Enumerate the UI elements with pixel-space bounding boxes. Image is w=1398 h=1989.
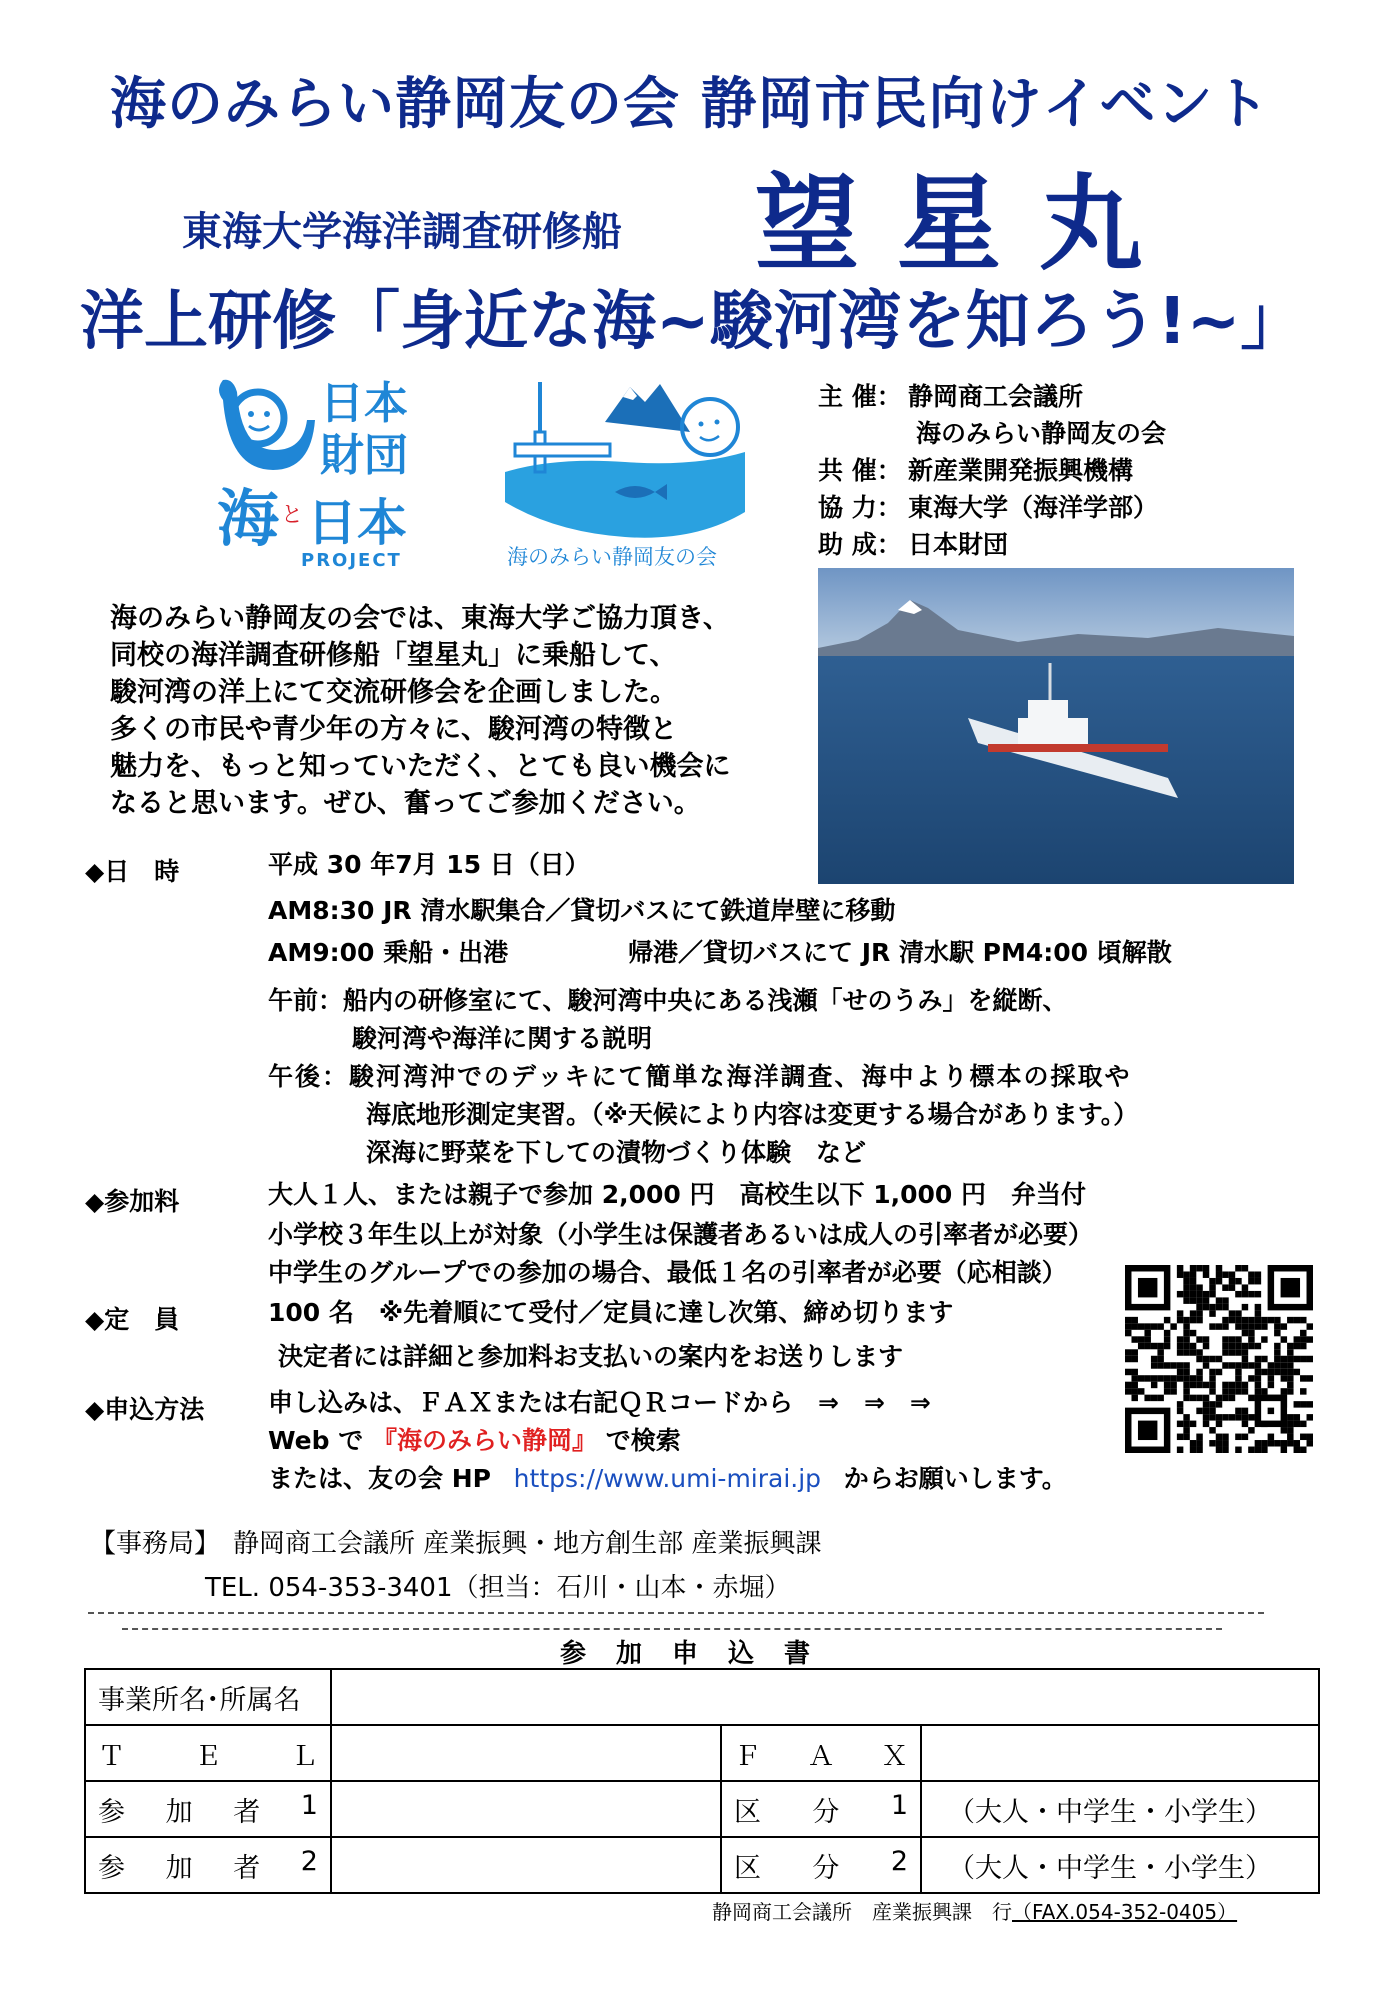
fax-field[interactable] — [921, 1725, 1319, 1781]
apply-request: からお願いします。 — [843, 1464, 1067, 1493]
nf-logo-to: と — [281, 503, 304, 528]
apply-line3 — [268, 1460, 1067, 1498]
schedule-line1: AM8:30 JR 清水駅集合／貸切バスにて鉄道岸壁に移動 — [268, 896, 896, 925]
office-block — [90, 1522, 822, 1610]
host-2: 海のみらい静岡友の会 — [916, 419, 1167, 448]
intro-line: 同校の海洋調査研修船「望星丸」に乗船して、 — [110, 640, 677, 671]
form-row-company — [85, 1669, 1319, 1725]
nf-logo-line1: 日本 — [320, 378, 408, 429]
intro-line: 駿河湾の洋上にて交流研修会を企画しました。 — [110, 677, 677, 708]
grant-label: 助 成： — [818, 530, 902, 559]
application-form — [84, 1668, 1320, 1894]
fee-line3: 中学生のグループでの参加の場合、最低１名の引率者が必要（応相談） — [268, 1258, 1067, 1287]
company-label: 事業所名･所属名 — [85, 1669, 331, 1725]
participant2-label: 参 加 者 2 — [85, 1837, 331, 1893]
fax-number: （FAX.054-352-0405） — [1012, 1900, 1238, 1924]
nf-logo-project: PROJECT — [301, 550, 402, 570]
apply-or-hp: または、友の会 HP — [268, 1464, 491, 1493]
tomonokai-logo-caption: 海のみらい静岡友の会 — [507, 545, 717, 569]
form-row-tel-fax — [85, 1725, 1319, 1781]
fax-label: Ｆ Ａ Ｘ — [721, 1725, 921, 1781]
search-keyword: 『海のみらい静岡』 — [371, 1426, 597, 1455]
cohost-label: 共 催： — [818, 456, 902, 485]
schedule-am1: 午前：船内の研修室にて、駿河湾中央にある浅瀬「せのうみ」を縦断、 — [268, 986, 1068, 1015]
form-title: 参加申込書 — [560, 1639, 841, 1669]
category1-choice[interactable]: （大人・中学生・小学生） — [921, 1781, 1319, 1837]
form-row-participant2 — [85, 1837, 1319, 1893]
apply-line1: 申し込みは、ＦＡＸまたは右記ＱＲコードから ⇒ ⇒ ⇒ — [268, 1388, 931, 1417]
website-link[interactable]: https://www.umi-mirai.jp — [513, 1464, 822, 1493]
schedule-pm1: 午後：駿河湾沖でのデッキにて簡単な海洋調査、海中より標本の採取や — [268, 1062, 1132, 1091]
category2-label: 区 分 2 — [721, 1837, 921, 1893]
cut-line — [122, 1628, 1222, 1630]
host-label: 主 催： — [818, 382, 902, 411]
tel-label: Ｔ Ｅ Ｌ — [85, 1725, 331, 1781]
qr-code[interactable] — [1125, 1265, 1313, 1453]
cooperation: 東海大学（海洋学部） — [908, 493, 1159, 522]
organizers-block — [818, 378, 1166, 563]
event-title: 海のみらい静岡友の会 静岡市民向けイベント — [110, 72, 1271, 137]
schedule-am2: 駿河湾や海洋に関する説明 — [352, 1024, 653, 1053]
apply-web: Web で — [268, 1426, 364, 1455]
program-title: 洋上研修「身近な海~駿河湾を知ろう!~」 — [80, 285, 1305, 359]
fee-line1: 大人１人、または親子で参加 2,000 円 高校生以下 1,000 円 弁当付 — [268, 1180, 1086, 1209]
apply-line2 — [268, 1422, 681, 1460]
intro-line: なると思います。ぜひ、奮ってご参加ください。 — [110, 788, 701, 819]
category2-choice[interactable]: （大人・中学生・小学生） — [921, 1837, 1319, 1893]
cut-line — [88, 1612, 1264, 1614]
nf-logo-nihon: 日本 — [307, 494, 407, 552]
fee-label: ◆参加料 — [85, 1187, 180, 1216]
fax-to: 静岡商工会議所 産業振興課 行 — [712, 1900, 1012, 1924]
schedule-return: 帰港／貸切バスにて JR 清水駅 PM4:00 頃解散 — [628, 938, 1172, 967]
fee-line2: 小学校３年生以上が対象（小学生は保護者あるいは成人の引率者が必要） — [268, 1220, 1094, 1249]
intro-line: 魅力を、もっと知っていただく、とても良い機会に — [110, 751, 731, 782]
participant1-field[interactable] — [331, 1781, 721, 1837]
nippon-foundation-logo — [215, 370, 425, 570]
ship-subtitle: 東海大学海洋調査研修船 — [182, 209, 622, 255]
fax-destination — [712, 1896, 1237, 1925]
schedule-label: ◆日 時 — [85, 857, 180, 886]
schedule-pm2: 海底地形測定実習。（※天候により内容は変更する場合があります。） — [366, 1100, 1139, 1129]
form-row-participant1 — [85, 1781, 1319, 1837]
ship-name: 望星丸 — [755, 163, 1182, 285]
apply-label: ◆申込方法 — [85, 1395, 205, 1424]
umi-mirai-tomonokai-logo — [495, 362, 755, 572]
coop-label: 協 力： — [818, 493, 902, 522]
nf-logo-umi: 海 — [217, 482, 280, 555]
company-field[interactable] — [331, 1669, 1319, 1725]
capacity-line2: 決定者には詳細と参加料お支払いの案内をお送りします — [278, 1342, 904, 1371]
tel-field[interactable] — [331, 1725, 721, 1781]
nf-logo-line2: 財団 — [320, 430, 408, 481]
capacity-line1: 100 名 ※先着順にて受付／定員に達し次第、締め切ります — [268, 1298, 954, 1327]
participant1-label: 参 加 者 1 — [85, 1781, 331, 1837]
cohost: 新産業開発振興機構 — [908, 456, 1134, 485]
intro-line: 海のみらい静岡友の会では、東海大学ご協力頂き、 — [110, 603, 730, 634]
ship-photo — [818, 568, 1294, 884]
schedule-pm3: 深海に野菜を下しての漬物づくり体験 など — [366, 1138, 867, 1167]
category1-label: 区 分 1 — [721, 1781, 921, 1837]
intro-line: 多くの市民や青少年の方々に、駿河湾の特徴と — [110, 714, 677, 745]
office-line1: 【事務局】 静岡商工会議所 産業振興・地方創生部 産業振興課 — [90, 1529, 822, 1559]
schedule-boarding: AM9:00 乗船・出港 — [268, 938, 509, 967]
host-1: 静岡商工会議所 — [908, 382, 1084, 411]
schedule-date: 平成 30 年7月 15 日（日） — [268, 850, 590, 879]
participant2-field[interactable] — [331, 1837, 721, 1893]
apply-search: で検索 — [605, 1426, 681, 1455]
grant: 日本財団 — [908, 530, 1009, 559]
intro-paragraph — [110, 600, 730, 822]
capacity-label: ◆定 員 — [85, 1305, 180, 1334]
office-tel: TEL. 054-353-3401（担当：石川・山本・赤堀） — [205, 1573, 791, 1603]
